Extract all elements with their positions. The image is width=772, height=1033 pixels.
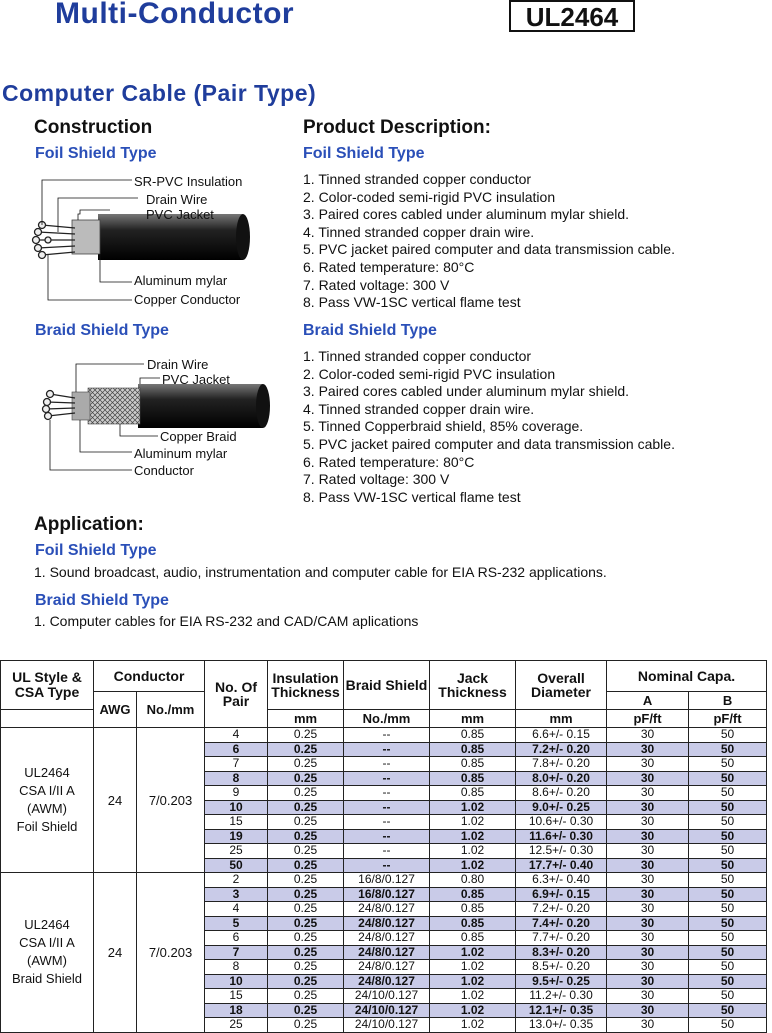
pair-cell: 19	[205, 829, 268, 844]
pair-cell: 10	[205, 974, 268, 989]
insulation-cell: 0.25	[268, 931, 344, 946]
braid-cell: --	[344, 829, 430, 844]
header-jack-unit: mm	[430, 710, 516, 728]
jack-cell: 0.85	[430, 786, 516, 801]
no-mm-cell: 7/0.203	[137, 728, 205, 873]
insulation-cell: 0.25	[268, 887, 344, 902]
capa-a-cell: 30	[607, 945, 689, 960]
foil-label-mylar: Aluminum mylar	[134, 273, 228, 288]
overall-cell: 6.9+/- 0.15	[516, 887, 607, 902]
ul-code-badge: UL2464	[509, 0, 635, 32]
header-capa-a: A	[607, 692, 689, 710]
construction-heading: Construction	[34, 117, 153, 138]
braid-cell: 24/10/0.127	[344, 1003, 430, 1018]
jack-cell: 1.02	[430, 974, 516, 989]
insulation-cell: 0.25	[268, 858, 344, 873]
jack-cell: 1.02	[430, 844, 516, 859]
insulation-cell: 0.25	[268, 989, 344, 1004]
list-item: 5. Tinned Copperbraid shield, 85% coverage.	[303, 418, 584, 435]
insulation-cell: 0.25	[268, 800, 344, 815]
overall-cell: 12.1+/- 0.35	[516, 1003, 607, 1018]
pair-cell: 4	[205, 728, 268, 743]
ul-style-cell	[1, 728, 94, 873]
pair-cell: 6	[205, 742, 268, 757]
list-item: 2. Color-coded semi-rigid PVC insulation	[303, 365, 556, 382]
construction-braid-heading: Braid Shield Type	[35, 322, 169, 339]
overall-cell: 11.6+/- 0.30	[516, 829, 607, 844]
awg-cell: 24	[94, 728, 137, 873]
capa-a-cell: 30	[607, 887, 689, 902]
header-awg: AWG	[94, 692, 137, 728]
jack-cell: 0.85	[430, 728, 516, 743]
pair-cell: 3	[205, 887, 268, 902]
list-item: 8. Pass VW-1SC vertical flame test	[303, 488, 521, 505]
braid-label-conductor: Conductor	[134, 463, 194, 478]
capa-a-cell: 30	[607, 757, 689, 772]
capa-a-cell: 30	[607, 873, 689, 888]
overall-cell: 6.3+/- 0.40	[516, 873, 607, 888]
overall-cell: 8.3+/- 0.20	[516, 945, 607, 960]
capa-b-cell: 50	[689, 771, 767, 786]
jack-cell: 1.02	[430, 989, 516, 1004]
description-foil-list	[303, 171, 675, 312]
overall-cell: 9.0+/- 0.25	[516, 800, 607, 815]
overall-cell: 7.4+/- 0.20	[516, 916, 607, 931]
capa-b-cell: 50	[689, 844, 767, 859]
header-conductor: Conductor	[94, 661, 205, 692]
list-item: 1. Tinned stranded copper conductor	[303, 348, 532, 364]
insulation-cell: 0.25	[268, 902, 344, 917]
overall-cell: 7.8+/- 0.20	[516, 757, 607, 772]
capa-b-cell: 50	[689, 887, 767, 902]
capa-b-cell: 50	[689, 960, 767, 975]
overall-cell: 7.2+/- 0.20	[516, 902, 607, 917]
list-item: 6. Rated temperature: 80°C	[303, 258, 475, 275]
jack-cell: 1.02	[430, 1003, 516, 1018]
overall-cell: 17.7+/- 0.40	[516, 858, 607, 873]
jack-cell: 0.80	[430, 873, 516, 888]
header-overall: Overall Diameter	[516, 661, 607, 710]
braid-cell: 24/8/0.127	[344, 974, 430, 989]
braid-cell: --	[344, 742, 430, 757]
capa-a-cell: 30	[607, 974, 689, 989]
capa-a-cell: 30	[607, 728, 689, 743]
braid-cell: 24/8/0.127	[344, 902, 430, 917]
jack-cell: 0.85	[430, 902, 516, 917]
jack-cell: 1.02	[430, 800, 516, 815]
capa-a-cell: 30	[607, 931, 689, 946]
page-title: Multi-Conductor	[55, 0, 295, 30]
braid-label-copper-braid: Copper Braid	[160, 429, 237, 444]
jack-cell: 0.85	[430, 742, 516, 757]
braid-cell: --	[344, 757, 430, 772]
description-braid-heading: Braid Shield Type	[303, 322, 437, 339]
overall-cell: 8.6+/- 0.20	[516, 786, 607, 801]
braid-cell: 24/8/0.127	[344, 931, 430, 946]
overall-cell: 8.5+/- 0.20	[516, 960, 607, 975]
application-heading: Application:	[34, 514, 144, 535]
capa-a-cell: 30	[607, 815, 689, 830]
pair-cell: 8	[205, 771, 268, 786]
capa-a-cell: 30	[607, 844, 689, 859]
pair-cell: 18	[205, 1003, 268, 1018]
header-pair: No. Of Pair	[205, 661, 268, 728]
header-no-mm: No./mm	[137, 692, 205, 728]
pair-cell: 5	[205, 916, 268, 931]
braid-cell: --	[344, 858, 430, 873]
braid-cell: --	[344, 728, 430, 743]
insulation-cell: 0.25	[268, 974, 344, 989]
header-overall-unit: mm	[516, 710, 607, 728]
ul-style-line: UL2464	[24, 917, 70, 933]
list-item: 8. Pass VW-1SC vertical flame test	[303, 294, 521, 311]
capa-a-cell: 30	[607, 989, 689, 1004]
description-heading: Product Description:	[303, 117, 491, 138]
ul-style-line: CSA I/II A	[19, 935, 75, 951]
capa-b-cell: 50	[689, 974, 767, 989]
insulation-cell: 0.25	[268, 1003, 344, 1018]
pair-cell: 8	[205, 960, 268, 975]
braid-label-jacket: PVC Jacket	[162, 372, 230, 387]
overall-cell: 6.6+/- 0.15	[516, 728, 607, 743]
insulation-cell: 0.25	[268, 742, 344, 757]
list-item: 3. Paired cores cabled under aluminum mylar shield.	[303, 383, 630, 400]
capa-a-cell: 30	[607, 902, 689, 917]
braid-cell: --	[344, 786, 430, 801]
ul-style-cell	[1, 873, 94, 1033]
capa-a-cell: 30	[607, 771, 689, 786]
capa-a-cell: 30	[607, 786, 689, 801]
insulation-cell: 0.25	[268, 960, 344, 975]
capa-a-cell: 30	[607, 960, 689, 975]
pair-cell: 7	[205, 945, 268, 960]
capa-b-cell: 50	[689, 815, 767, 830]
foil-label-conductor: Copper Conductor	[134, 292, 241, 307]
braid-cell: --	[344, 815, 430, 830]
ul-style-line: UL2464	[24, 765, 70, 780]
capa-b-cell: 50	[689, 858, 767, 873]
no-mm-cell: 7/0.203	[137, 873, 205, 1033]
insulation-cell: 0.25	[268, 771, 344, 786]
awg-cell: 24	[94, 873, 137, 1033]
overall-cell: 12.5+/- 0.30	[516, 844, 607, 859]
capa-b-cell: 50	[689, 829, 767, 844]
description-braid-list	[303, 348, 675, 506]
capa-a-cell: 30	[607, 742, 689, 757]
header-capa-b-unit: pF/ft	[689, 710, 767, 728]
capa-b-cell: 50	[689, 1018, 767, 1033]
overall-cell: 7.7+/- 0.20	[516, 931, 607, 946]
construction-foil-heading: Foil Shield Type	[35, 145, 157, 162]
pair-cell: 25	[205, 1018, 268, 1033]
application-braid-text: 1. Computer cables for EIA RS-232 and CAD/CAM aplications	[34, 613, 419, 629]
overall-cell: 13.0+/- 0.35	[516, 1018, 607, 1033]
foil-label-drain: Drain Wire	[146, 192, 208, 207]
list-item: 7. Rated voltage: 300 V	[303, 276, 450, 293]
capa-b-cell: 50	[689, 902, 767, 917]
capa-a-cell: 30	[607, 1003, 689, 1018]
capa-b-cell: 50	[689, 742, 767, 757]
header-insulation: Insulation Thickness	[268, 661, 344, 710]
header-insulation-unit: mm	[268, 710, 344, 728]
foil-label-insulation: SR-PVC Insulation	[134, 174, 243, 189]
capa-b-cell: 50	[689, 757, 767, 772]
ul-style-line: Braid Shield	[11, 971, 83, 987]
overall-cell: 11.2+/- 0.30	[516, 989, 607, 1004]
capa-b-cell: 50	[689, 989, 767, 1004]
pair-cell: 25	[205, 844, 268, 859]
insulation-cell: 0.25	[268, 945, 344, 960]
pair-cell: 15	[205, 989, 268, 1004]
jack-cell: 1.02	[430, 945, 516, 960]
jack-cell: 1.02	[430, 815, 516, 830]
insulation-cell: 0.25	[268, 844, 344, 859]
capa-b-cell: 50	[689, 931, 767, 946]
braid-label-mylar: Aluminum mylar	[134, 446, 228, 461]
jack-cell: 1.02	[430, 829, 516, 844]
braid-cell: 24/10/0.127	[344, 1018, 430, 1033]
spec-table-body	[1, 728, 767, 1033]
jack-cell: 0.85	[430, 771, 516, 786]
list-item: 6. Rated temperature: 80°C	[303, 453, 475, 470]
capa-b-cell: 50	[689, 800, 767, 815]
insulation-cell: 0.25	[268, 873, 344, 888]
braid-cell: 16/8/0.127	[344, 887, 430, 902]
pair-cell: 2	[205, 873, 268, 888]
ul-style-line: Foil Shield	[16, 819, 78, 834]
list-item: 7. Rated voltage: 300 V	[303, 471, 450, 488]
header-capa: Nominal Capa.	[607, 661, 767, 692]
capa-a-cell: 30	[607, 800, 689, 815]
foil-label-jacket: PVC Jacket	[146, 207, 214, 222]
braid-cell: 24/8/0.127	[344, 945, 430, 960]
braid-cell: 16/8/0.127	[344, 873, 430, 888]
pair-cell: 7	[205, 757, 268, 772]
ul-style-line: (AWM)	[27, 801, 67, 816]
header-capa-a-unit: pF/ft	[607, 710, 689, 728]
capa-b-cell: 50	[689, 786, 767, 801]
header-braid-unit: No./mm	[344, 710, 430, 728]
capa-b-cell: 50	[689, 916, 767, 931]
braid-cell: --	[344, 844, 430, 859]
header-ul-style: UL Style & CSA Type	[1, 661, 94, 710]
braid-cell: 24/10/0.127	[344, 989, 430, 1004]
ul-style-line: CSA I/II A	[19, 783, 75, 798]
pair-cell: 6	[205, 931, 268, 946]
braid-cell: 24/8/0.127	[344, 916, 430, 931]
capa-a-cell: 30	[607, 858, 689, 873]
header-blank	[1, 710, 94, 728]
table-row	[1, 873, 767, 888]
braid-cell: --	[344, 800, 430, 815]
list-item: 4. Tinned stranded copper drain wire.	[303, 400, 535, 417]
jack-cell: 1.02	[430, 1018, 516, 1033]
jack-cell: 1.02	[430, 858, 516, 873]
application-foil-text: 1. Sound broadcast, audio, instrumentation and computer cable for EIA RS-232 applications.	[34, 564, 607, 580]
jack-cell: 0.85	[430, 887, 516, 902]
capa-a-cell: 30	[607, 916, 689, 931]
overall-cell: 8.0+/- 0.20	[516, 771, 607, 786]
list-item: 5. PVC jacket paired computer and data transmission cable.	[303, 241, 675, 258]
insulation-cell: 0.25	[268, 786, 344, 801]
capa-b-cell: 50	[689, 1003, 767, 1018]
insulation-cell: 0.25	[268, 916, 344, 931]
application-braid-heading: Braid Shield Type	[35, 592, 169, 609]
overall-cell: 7.2+/- 0.20	[516, 742, 607, 757]
braid-cell: --	[344, 771, 430, 786]
insulation-cell: 0.25	[268, 1018, 344, 1033]
list-item: 5. PVC jacket paired computer and data transmission cable.	[303, 435, 675, 452]
header-capa-b: B	[689, 692, 767, 710]
insulation-cell: 0.25	[268, 757, 344, 772]
description-foil-heading: Foil Shield Type	[303, 145, 425, 162]
header-jack: Jack Thickness	[430, 661, 516, 710]
spec-table	[0, 660, 767, 1033]
list-item: 3. Paired cores cabled under aluminum mylar shield.	[303, 206, 630, 223]
jack-cell: 0.85	[430, 916, 516, 931]
pair-cell: 4	[205, 902, 268, 917]
capa-b-cell: 50	[689, 728, 767, 743]
jack-cell: 0.85	[430, 931, 516, 946]
capa-a-cell: 30	[607, 1018, 689, 1033]
list-item: 4. Tinned stranded copper drain wire.	[303, 223, 535, 240]
foil-cable-illustration	[20, 170, 290, 310]
capa-b-cell: 50	[689, 945, 767, 960]
list-item: 1. Tinned stranded copper conductor	[303, 171, 532, 187]
braid-cell: 24/8/0.127	[344, 960, 430, 975]
capa-a-cell: 30	[607, 829, 689, 844]
pair-cell: 15	[205, 815, 268, 830]
insulation-cell: 0.25	[268, 829, 344, 844]
jack-cell: 1.02	[430, 960, 516, 975]
list-item: 2. Color-coded semi-rigid PVC insulation	[303, 188, 556, 205]
ul-style-line: (AWM)	[27, 953, 67, 969]
insulation-cell: 0.25	[268, 815, 344, 830]
braid-label-drain: Drain Wire	[147, 357, 209, 372]
header-braid: Braid Shield	[344, 661, 430, 710]
jack-cell: 0.85	[430, 757, 516, 772]
pair-cell: 9	[205, 786, 268, 801]
pair-cell: 10	[205, 800, 268, 815]
table-row	[1, 728, 767, 743]
insulation-cell: 0.25	[268, 728, 344, 743]
capa-b-cell: 50	[689, 873, 767, 888]
application-foil-heading: Foil Shield Type	[35, 542, 157, 559]
overall-cell: 10.6+/- 0.30	[516, 815, 607, 830]
pair-cell: 50	[205, 858, 268, 873]
page-subtitle: Computer Cable (Pair Type)	[2, 80, 317, 106]
overall-cell: 9.5+/- 0.25	[516, 974, 607, 989]
